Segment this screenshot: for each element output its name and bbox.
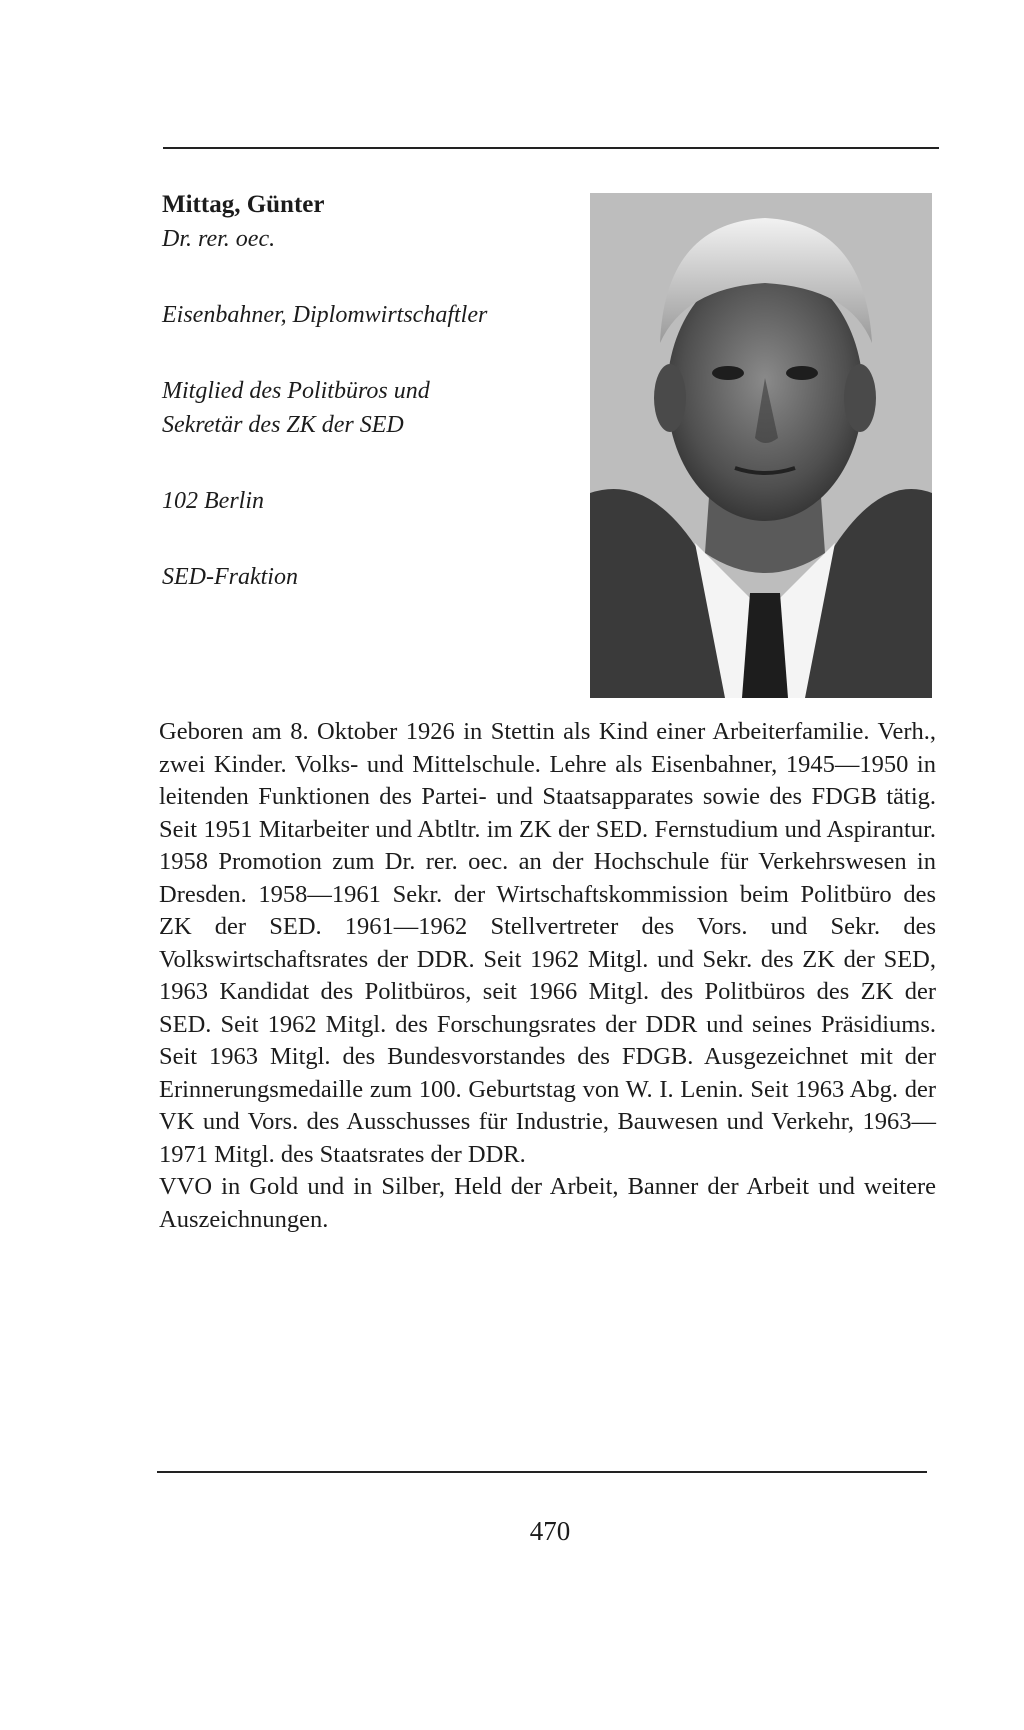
profession: Eisenbahner, Diplomwirtschaftler	[162, 302, 488, 328]
address: 102 Berlin	[162, 488, 264, 514]
biography-paragraph-1: Geboren am 8. Oktober 1926 in Stettin als Kind einer Arbeiterfamilie. Verh., zwei Kinder. Volks- und Mittelschule. Lehre als Eisenbahner, 1945—1950 in leitenden Funktionen des Partei- und Staatsapparates sowie des FDGB tätig. Seit 1951 Mitarbeiter und Abtltr. im ZK der SED. Fernstudium und Aspirantur. 1958 Promotion zum Dr. rer. oec. an der Hochschule für Verkehrswesen in Dresden. 1958—1961 Sekr. der Wirtschaftskommission beim Politbüro des ZK der SED. 1961—1962 Stellvertreter des Vors. und Sekr. des Volkswirtschaftsrates der DDR. Seit 1962 Mitgl. und Sekr. des ZK der SED, 1963 Kandidat des Politbüros, seit 1966 Mitgl. des Politbüros des ZK der SED. Seit 1962 Mitgl. des Forschungsrates der DDR und seines Präsidiums. Seit 1963 Mitgl. des Bundesvorstandes des FDGB. Ausgezeichnet mit der Erinnerungsmedaille zum 100. Geburtstag von W. I. Lenin. Seit 1963 Abg. der VK und Vors. des Ausschusses für Industrie, Bauwesen und Verkehr, 1963—1971 Mitgl. des Staatsrates der DDR.	[159, 718, 936, 1168]
biography-paragraph-2: VVO in Gold und in Silber, Held der Arbeit, Banner der Arbeit und weitere Auszeichnungen.	[159, 1173, 936, 1233]
portrait-photo	[590, 193, 932, 698]
academic-title: Dr. rer. oec.	[162, 226, 276, 252]
page-number: 470	[529, 1516, 571, 1546]
person-name: Mittag, Günter	[162, 191, 325, 218]
entry-header	[162, 188, 582, 594]
faction: SED-Fraktion	[162, 564, 298, 590]
position-line-1: Mitglied des Politbüros und	[162, 378, 430, 404]
position-line-2: Sekretär des ZK der SED	[162, 412, 404, 438]
portrait-illustration	[590, 193, 932, 698]
bottom-rule	[157, 1471, 927, 1473]
biography	[159, 716, 936, 1236]
top-rule	[163, 147, 939, 149]
